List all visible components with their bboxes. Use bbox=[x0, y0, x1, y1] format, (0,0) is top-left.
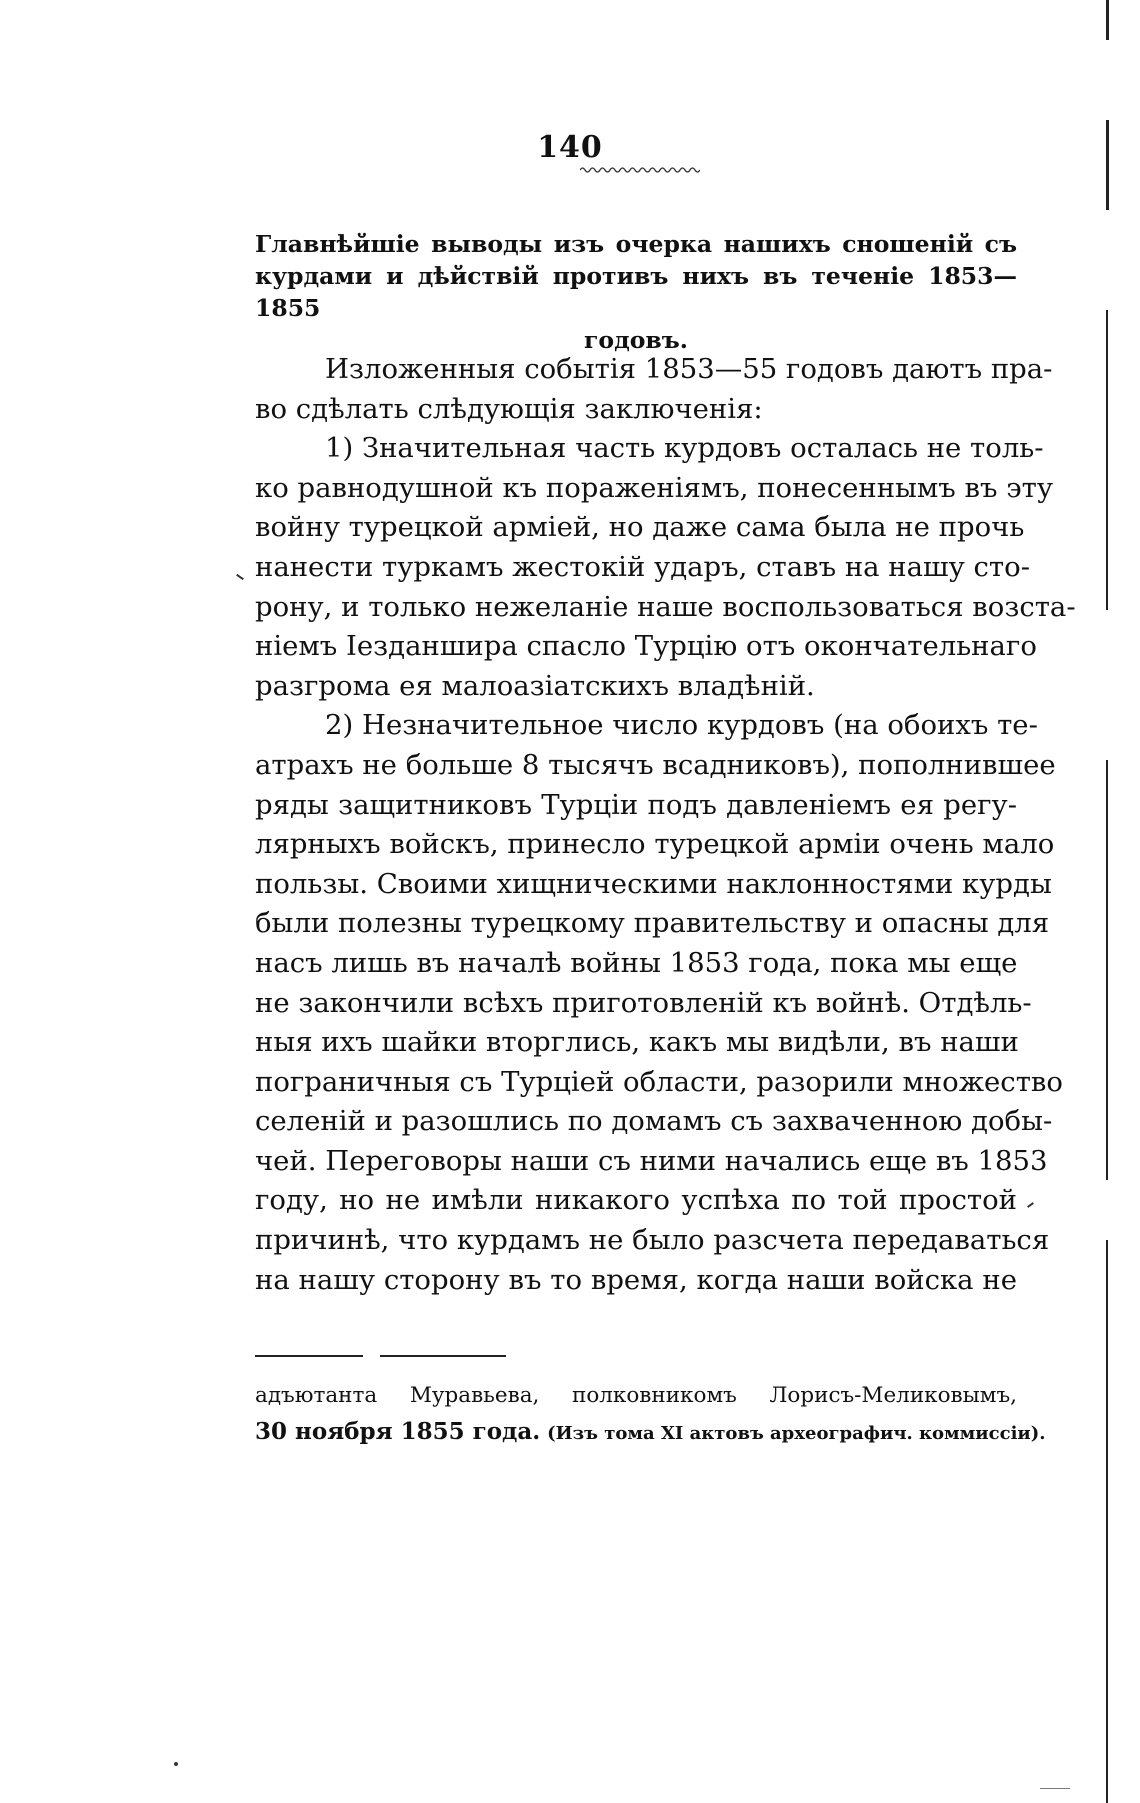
text-line: рону, и только нежеланіе наше воспользоваться возста- bbox=[255, 590, 1076, 623]
text-line: не закончили всѣхъ приготовленій къ войнѣ. Отдѣль- bbox=[255, 986, 1032, 1019]
text-line: во сдѣлать слѣдующія заключенія: bbox=[255, 392, 763, 425]
text-line: Изложенныя событія 1853—55 годовъ даютъ пра- bbox=[325, 353, 1053, 385]
body-text bbox=[255, 350, 1076, 1300]
text-line: чей. Переговоры наши съ ними начались еще въ 1853 bbox=[255, 1144, 1048, 1177]
footnote-line bbox=[255, 1414, 1046, 1452]
text-line: разгрома ея малоазіатскихъ владѣній. bbox=[255, 669, 815, 702]
text-line: 2) Незначительное число курдовъ (на обоихъ те- bbox=[325, 709, 1038, 742]
text-line: селеній и разошлись по домамъ съ захваченною добы- bbox=[255, 1105, 1053, 1138]
text-line: нанести туркамъ жестокій ударъ, ставъ на нашу сто- bbox=[255, 550, 1030, 583]
text-line: пограничныя съ Турціей области, разорили множество bbox=[255, 1065, 1063, 1098]
text-line: году, но не имѣли никакого успѣха по той простой bbox=[255, 1184, 1017, 1217]
footnote-rule bbox=[255, 1355, 363, 1357]
page-number: 140 bbox=[537, 130, 603, 165]
scan-speck bbox=[1040, 1788, 1070, 1789]
scan-edge-mark bbox=[1106, 1240, 1108, 1803]
scan-edge-mark bbox=[1106, 120, 1109, 210]
text-line: насъ лишь въ началѣ войны 1853 года, пока мы еще bbox=[255, 946, 1018, 979]
text-line: лярныхъ войскъ, принесло турецкой арміи очень мало bbox=[255, 828, 1055, 861]
footnote-date: 30 ноября 1855 года. bbox=[255, 1418, 541, 1445]
text-line: ніемъ Іезданшира спасло Турцію отъ окончательнаго bbox=[255, 630, 1037, 663]
footnote-line: адъютанта Муравьева, полковникомъ Лорисъ-Меликовымъ, bbox=[255, 1383, 1017, 1408]
footnote bbox=[255, 1378, 1046, 1452]
scan-speck bbox=[236, 574, 244, 580]
footnote-source: (Изъ тома XI актовъ археографич. коммиссіи). bbox=[547, 1423, 1046, 1444]
page-number-ornament bbox=[580, 166, 700, 174]
heading-line: годовъ. bbox=[584, 326, 688, 354]
heading-line: курдами и дѣйствій противъ нихъ въ теченіе 1853—1855 bbox=[255, 262, 1017, 322]
text-line: пользы. Своими хищническими наклонностями курды bbox=[255, 867, 1052, 900]
scan-edge-mark bbox=[1106, 760, 1108, 1180]
text-line: 1) Значительная часть курдовъ осталась не толь- bbox=[325, 432, 1044, 465]
footnote-rule bbox=[380, 1355, 506, 1357]
scan-edge-mark bbox=[1106, 0, 1109, 40]
text-line: на нашу сторону въ то время, когда наши войска не bbox=[255, 1263, 1017, 1296]
text-line: были полезны турецкому правительству и опасны для bbox=[255, 907, 1050, 940]
text-line: причинѣ, что курдамъ не было разсчета передаваться bbox=[255, 1224, 1050, 1257]
scan-speck bbox=[1027, 1202, 1034, 1208]
text-line: атрахъ не больше 8 тысячъ всадниковъ), пополнившее bbox=[255, 748, 1056, 781]
text-line: ныя ихъ шайки вторглись, какъ мы видѣли, въ наши bbox=[255, 1026, 1019, 1059]
scan-edge-mark bbox=[1106, 310, 1108, 610]
chapter-heading bbox=[255, 228, 1017, 356]
text-line: ряды защитниковъ Турціи подъ давленіемъ ея регу- bbox=[255, 788, 1017, 821]
text-line: войну турецкой арміей, но даже сама была не прочь bbox=[255, 511, 1025, 544]
text-line: ко равнодушной къ пораженіямъ, понесеннымъ въ эту bbox=[255, 471, 1054, 504]
scan-speck bbox=[174, 1762, 178, 1766]
heading-line: Главнѣйшіе выводы изъ очерка нашихъ сношеній съ bbox=[255, 230, 1017, 258]
